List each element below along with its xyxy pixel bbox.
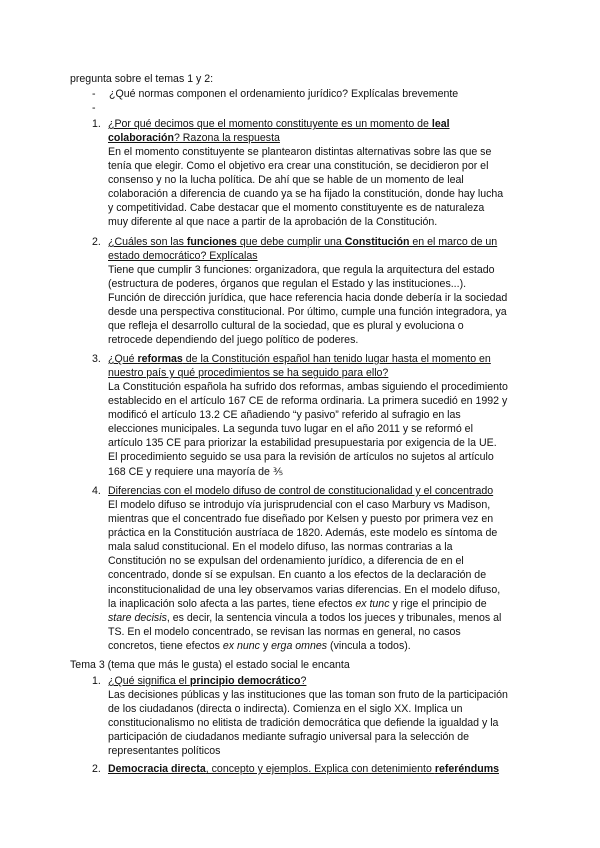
item-number: 2. bbox=[92, 763, 101, 775]
question-heading: ¿Por qué decimos que el momento constituyente es un momento de leal colaboración? Razona la respuesta bbox=[108, 118, 450, 145]
item-number: 4. bbox=[92, 485, 101, 497]
answer-text: El modelo difuso se introdujo vía jurisprudencial con el caso Marbury vs Madison, mientras que el concentrado fue diseñado por Kelsen y puesto por primera vez en práctica en la Constitución austríaca de 1820. Además, este modelo es síntoma de mala salud constitucional. En el modelo difuso, las normas contrarias a la Constitución no se expulsan del ordenamiento jurídico, a diferencia de en el concentrado, donde sí se expulsan. En cuanto a los efectos de la declaración de inconstitucionalidad de una ley observamos varias diferencias. En el modelo difuso, la inaplicación solo afecta a las partes, tiene efectos ex tunc y rige el principio de stare decisis, es decir, la sentencia vincula a todos los jueces y tribunales, menos al TS. En el modelo concentrado, se revisan las normas en general, no casos concretos, tiene efectos ex nunc y erga omnes (vincula a todos). bbox=[108, 499, 502, 652]
question-heading: ¿Cuáles son las funciones que debe cumplir una Constitución en el marco de un estado democrático? Explícalas bbox=[108, 236, 498, 263]
item-number: 3. bbox=[92, 353, 101, 365]
question-heading: ¿Qué reformas de la Constitución español han tenido lugar hasta el momento en nuestro país y qué procedimientos se ha seguido para ello? bbox=[108, 353, 491, 380]
question-heading: ¿Qué significa el principio democrático? bbox=[108, 675, 307, 687]
item-number: 2. bbox=[92, 236, 101, 248]
answer-text: Las decisiones públicas y las instituciones que las toman son fruto de la participación de los ciudadanos (directa o indirecta). Comienza en el siglo XX. Implica un constitucionalismo no elitista de tradición democrática que defiende la igualdad y la participación de ciudadanos mediante sufragio universal para la selección de representantes políticos bbox=[108, 689, 508, 758]
item-number: 1. bbox=[92, 118, 101, 130]
section-heading-tema3: Tema 3 (tema que más le gusta) el estado social le encanta bbox=[70, 659, 350, 671]
question-heading: Diferencias con el modelo difuso de control de constitucionalidad y el concentrado bbox=[108, 485, 494, 497]
document-page: pregunta sobre el temas 1 y 2: - ¿Qué normas componen el ordenamiento jurídico? Explícalas brevemente - 1. ¿Por qué decimos que el momento constituyente es un momento de leal colaboración? Razona la respuesta En el momento constituyente se plantearon distintas alternativas sobre las que se tenía que elegir. Como el objetivo era crear una constitución, se decidieron por el consenso y no la lucha política. De ahí que se hable de un momento de leal colaboración a diferencia de cuando ya se ha fijado la constitución, donde hay lucha y competitividad. Cabe destacar que el momento constituyente es de naturaleza muy diferente al que nace a partir de la aprobación de la Constitución. 2. ¿Cuáles son las funciones que debe cumplir una Constitución en el marco de un estado democrático? Explícalas Tiene que cumplir 3 funciones: organizadora, que regula la arquitectura del estado (estructura de poderes, órganos que regulan el Estado y las instituciones...). Función de dirección jurídica, que hace referencia hacia donde debería ir la sociedad desde una perspectiva constitucional. Por último, cumple una función integradora, ya que refleja el desarrollo cultural de la sociedad, que es plural y evoluciona o retrocede dependiendo del juego político de poderes. 3. ¿Qué reformas de la Constitución español han tenido lugar hasta el momento en nuestro país y qué procedimientos se ha seguido para ello? La Constitución española ha sufrido dos reformas, ambas siguiendo el procedimiento establecido en el artículo 167 CE de reforma ordinaria. La primera sucedió en 1992 y modificó el artículo 13.2 CE añadiendo “y pasivo” referido al sufragio en las elecciones municipales. La segunda tuvo lugar en el año 2011 y se reformó el artículo 135 CE para priorizar la estabilidad presupuestaria por exigencia de la UE. El procedimiento seguido se usa para la revisión de artículos no sujetos al artículo 168 CE y requiere una mayoría de ⅗ 4. Diferencias con el modelo difuso de control de constitucionalidad y el concentrado El modelo difuso se introdujo vía jurisprudencial con el caso Marbury vs Madison, mientras que el concentrado fue diseñado por Kelsen y puesto por primera vez en práctica en la Constitución austríaca de 1820. Además, este modelo es síntoma de mala salud constitucional. En el modelo difuso, las normas contrarias a la Constitución no se expulsan del ordenamiento jurídico, a diferencia de en el concentrado, donde sí se expulsan. En cuanto a los efectos de la declaración de inconstitucionalidad de una ley observamos varias diferencias. En el modelo difuso, la inaplicación solo afecta a las partes, tiene efectos ex tunc y rige el principio de stare decisis, es decir, la sentencia vincula a todos los jueces y tribunales, menos al TS. En el modelo concentrado, se revisan las normas en general, no casos concretos, tiene efectos ex nunc y erga omnes (vincula a todos). Tema 3 (tema que más le gusta) el estado social le encanta 1. ¿Qué significa el principio democrático? Las decisiones públicas y las instituciones que las toman son fruto de la participación de los ciudadanos (directa o indirecta). Comienza en el siglo XX. Implica un constitucionalismo no elitista de tradición democrática que defiende la igualdad y la participación de ciudadanos mediante sufragio universal para la selección de representantes políticos 2. Democracia directa, concepto y ejemplos. Explica con detenimiento referéndums bbox=[0, 0, 600, 848]
answer-text: Tiene que cumplir 3 funciones: organizadora, que regula la arquitectura del estado (estructura de poderes, órganos que regulan el Estado y las instituciones...). Función de dirección jurídica, que hace referencia hacia donde debería ir la sociedad desde una perspectiva constitucional. Por último, cumple una función integradora, ya que refleja el desarrollo cultural de la sociedad, que es plural y evoluciona o retrocede dependiendo del juego político de poderes. bbox=[108, 264, 508, 347]
answer-text: En el momento constituyente se plantearon distintas alternativas sobre las que se tenía que elegir. Como el objetivo era crear una constitución, se decidieron por el consenso y no la lucha política. De ahí que se hable de un momento de leal colaboración a diferencia de cuando ya se ha fijado la constitución, donde hay lucha y competitividad. Cabe destacar que el momento constituyente es de naturaleza muy diferente al que nace a partir de la aprobación de la Constitución. bbox=[108, 146, 504, 229]
question-heading: Democracia directa, concepto y ejemplos. Explica con detenimiento referéndums bbox=[108, 763, 500, 775]
bullet-text: ¿Qué normas componen el ordenamiento jurídico? Explícalas brevemente bbox=[109, 88, 459, 100]
intro-line: pregunta sobre el temas 1 y 2: bbox=[70, 73, 214, 85]
item-number: 1. bbox=[92, 675, 101, 687]
answer-text: La Constitución española ha sufrido dos reformas, ambas siguiendo el procedimiento establecido en el artículo 167 CE de reforma ordinaria. La primera sucedió en 1992 y modificó el artículo 13.2 CE añadiendo “y pasivo” referido al sufragio en las elecciones municipales. La segunda tuvo lugar en el año 2011 y se reformó el artículo 135 CE para priorizar la estabilidad presupuestaria por exigencia de la UE. El procedimiento seguido se usa para la revisión de artículos no sujetos al artículo 168 CE y requiere una mayoría de ⅗ bbox=[108, 381, 508, 478]
